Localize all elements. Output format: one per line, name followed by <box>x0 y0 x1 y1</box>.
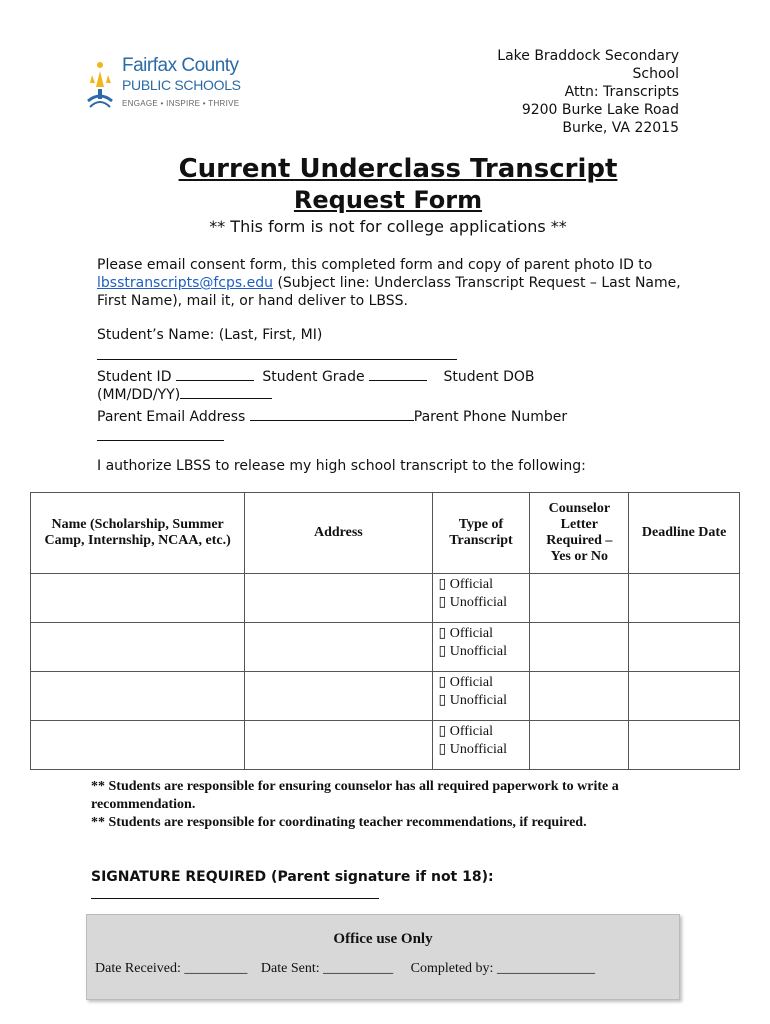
student-dob-label: Student DOB <box>443 369 535 385</box>
office-use-title: Office use Only <box>333 931 433 947</box>
instructions <box>97 256 697 310</box>
date-sent-label: Date Sent: __________ <box>260 961 394 976</box>
student-dob-field[interactable] <box>180 384 272 399</box>
parent-email-field[interactable] <box>250 406 414 421</box>
logo-subtitle: PUBLIC SCHOOLS <box>122 77 241 93</box>
student-id-field[interactable] <box>176 366 254 381</box>
official-option[interactable]: ▯ Official <box>438 626 493 641</box>
header-deadline: Deadline Date <box>629 493 740 574</box>
student-info-row <box>97 366 697 386</box>
logo-tagline: ENGAGE • INSPIRE • THRIVE <box>122 99 240 108</box>
type-cell <box>432 623 530 672</box>
signature-field[interactable] <box>91 898 379 899</box>
type-cell <box>432 672 530 721</box>
official-option[interactable]: ▯ Official <box>438 724 493 739</box>
dob-row <box>97 384 697 404</box>
unofficial-option[interactable]: ▯ Unofficial <box>438 693 507 708</box>
instructions-text: (Subject line: Underclass Transcript Request – Last Name, First Name), mail it, or hand deliver to LBSS. <box>97 275 681 309</box>
email-link[interactable]: lbsstranscripts@fcps.edu <box>97 275 273 291</box>
table-row <box>31 672 740 721</box>
address-cell[interactable] <box>245 574 432 623</box>
student-id-label: Student ID <box>97 369 172 385</box>
table-row <box>31 574 740 623</box>
form-subtitle: Request Form <box>293 186 483 214</box>
official-option[interactable]: ▯ Official <box>438 577 493 592</box>
logo-title: Fairfax County <box>122 55 239 76</box>
note-counselor: ** Students are responsible for ensuring counselor has all required paperwork to write a recommendation. <box>91 779 619 812</box>
note-teacher: ** Students are responsible for coordinating teacher recommendations, if required. <box>91 815 587 830</box>
student-name-label: Student’s Name: (Last, First, MI) <box>97 327 323 343</box>
dob-format-label: (MM/DD/YY) <box>97 387 181 403</box>
date-received-label: Date Received: _________ <box>95 961 248 976</box>
parent-phone-field[interactable] <box>97 428 224 441</box>
address-cell[interactable] <box>245 623 432 672</box>
deadline-cell[interactable] <box>629 672 740 721</box>
student-grade-label: Student Grade <box>262 369 365 385</box>
form-notice: ** This form is not for college applications ** <box>209 217 567 236</box>
address-line: 9200 Burke Lake Road <box>521 102 679 118</box>
form-title: Current Underclass Transcript <box>178 154 618 184</box>
table-row <box>31 623 740 672</box>
header-name: Name (Scholarship, Summer Camp, Internship, NCAA, etc.) <box>31 493 245 574</box>
signature-label: SIGNATURE REQUIRED (Parent signature if not 18): <box>91 869 494 885</box>
name-cell[interactable] <box>31 623 245 672</box>
office-use-fields <box>95 961 595 977</box>
deadline-cell[interactable] <box>629 623 740 672</box>
address-cell[interactable] <box>245 672 432 721</box>
student-name-field[interactable] <box>97 345 457 360</box>
header-type: Type of Transcript <box>432 493 530 574</box>
authorize-statement: I authorize LBSS to release my high school transcript to the following: <box>97 458 586 474</box>
official-option[interactable]: ▯ Official <box>438 675 493 690</box>
instructions-text: Please email consent form, this completed form and copy of parent photo ID to <box>97 257 653 273</box>
counselor-cell[interactable] <box>530 623 629 672</box>
student-notes <box>91 778 691 832</box>
unofficial-option[interactable]: ▯ Unofficial <box>438 644 507 659</box>
table-header-row <box>31 493 740 574</box>
type-cell <box>432 574 530 623</box>
school-address <box>449 47 679 137</box>
name-cell[interactable] <box>31 574 245 623</box>
deadline-cell[interactable] <box>629 721 740 770</box>
parent-info-row <box>97 406 697 426</box>
counselor-cell[interactable] <box>530 672 629 721</box>
deadline-cell[interactable] <box>629 574 740 623</box>
address-line: Lake Braddock Secondary <box>497 48 679 64</box>
name-cell[interactable] <box>31 672 245 721</box>
header-address: Address <box>245 493 432 574</box>
office-use-box <box>86 914 680 1000</box>
fcps-logo <box>92 55 252 119</box>
name-cell[interactable] <box>31 721 245 770</box>
lamp-of-learning-icon <box>86 57 120 119</box>
parent-phone-label: Parent Phone Number <box>413 409 568 425</box>
parent-email-label: Parent Email Address <box>97 409 246 425</box>
address-line: Attn: Transcripts <box>564 84 679 100</box>
counselor-cell[interactable] <box>530 574 629 623</box>
recipients-table <box>30 492 740 770</box>
student-grade-field[interactable] <box>369 366 427 381</box>
unofficial-option[interactable]: ▯ Unofficial <box>438 742 507 757</box>
address-line: School <box>632 66 679 82</box>
header-counselor: Counselor Letter Required – Yes or No <box>530 493 629 574</box>
address-line: Burke, VA 22015 <box>562 120 679 136</box>
counselor-cell[interactable] <box>530 721 629 770</box>
table-row <box>31 721 740 770</box>
type-cell <box>432 721 530 770</box>
address-cell[interactable] <box>245 721 432 770</box>
unofficial-option[interactable]: ▯ Unofficial <box>438 595 507 610</box>
completed-by-label: Completed by: ______________ <box>410 961 595 976</box>
